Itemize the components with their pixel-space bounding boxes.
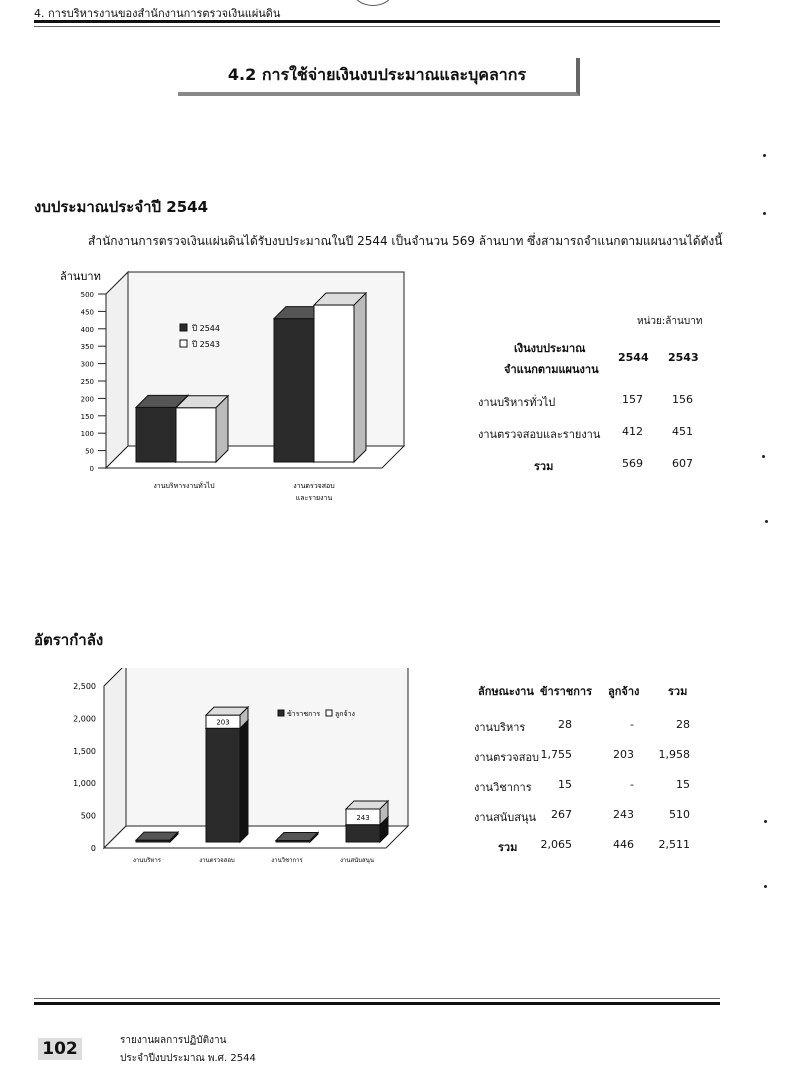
budget-table: [470, 335, 710, 489]
legend-swatch: [180, 324, 187, 331]
y-tick-label: 500: [80, 811, 96, 821]
footer-rule-thin: [34, 998, 720, 999]
table-row: [472, 718, 702, 748]
row-label: งานบริหารทั่วไป: [478, 396, 556, 409]
staff-cell-employees: -: [630, 778, 634, 791]
margin-mark: [764, 885, 767, 888]
data-label: 243: [356, 813, 370, 822]
table-row: [472, 808, 702, 838]
bar-0-0: [136, 407, 176, 462]
header-text: 4. การบริหารงานของสำนักงานการตรวจเงินแผ่นดิน: [34, 7, 281, 20]
staff-col-officials: ข้าราชการ: [540, 685, 592, 698]
bar-officials-1-side: [240, 720, 248, 842]
staff-cell-employees: 446: [613, 838, 634, 851]
margin-mark: [765, 520, 768, 523]
staff-cell-total: 28: [676, 718, 690, 731]
row-2544: 412: [622, 425, 643, 438]
legend-label: ปี 2543: [192, 340, 220, 349]
staff-cell-officials: 15: [558, 778, 572, 791]
staff-cell-officials: 2,065: [540, 838, 572, 851]
legend-label: ข้าราชการ: [287, 710, 321, 718]
budget-paragraph: สำนักงานการตรวจเงินแผ่นดินได้รับงบประมาณในปี 2544 เป็นจำนวน 569 ล้านบาท ซึ่งสามารถจำแนกตามแผนงานได้ดังนี้: [88, 234, 723, 248]
x-tick-label: งานตรวจสอบ: [293, 482, 335, 490]
staff-cell-officials: 1,755: [540, 748, 572, 761]
staff-cell-total: 1,958: [658, 748, 690, 761]
staff-cell-total: 510: [669, 808, 690, 821]
table-row: [470, 457, 710, 489]
y-tick-label: 200: [80, 395, 94, 404]
bar-officials-3: [346, 825, 380, 842]
bar-0-1-side: [216, 396, 228, 462]
y-axis-label: ล้านบาท: [60, 270, 101, 283]
staff-cell-label: งานวิชาการ: [474, 781, 532, 794]
margin-mark: [763, 154, 766, 157]
row-label: รวม: [534, 460, 554, 473]
budget-col-2544: 2544: [618, 351, 649, 364]
staff-chart: [54, 668, 424, 868]
y-tick-label: 500: [80, 291, 94, 299]
y-tick-label: 2,000: [73, 714, 96, 724]
table-row: [472, 838, 702, 868]
staff-cell-label: รวม: [498, 841, 518, 854]
staff-cell-officials: 267: [551, 808, 572, 821]
legend-swatch: [180, 340, 187, 347]
staff-cell-employees: 243: [613, 808, 634, 821]
y-tick-label: 300: [80, 360, 94, 369]
table-row: [472, 748, 702, 778]
table-row: [470, 393, 710, 425]
table-row: [472, 778, 702, 808]
header-seal: [352, 0, 394, 6]
row-2544: 157: [622, 393, 643, 406]
chart-left-wall: [106, 272, 128, 468]
x-tick-label: งานบริหาร: [133, 857, 161, 864]
footer-line-1: รายงานผลการปฏิบัติงาน: [120, 1035, 227, 1046]
staff-cell-label: งานบริหาร: [474, 721, 526, 734]
staff-cell-employees: 203: [613, 748, 634, 761]
staff-cell-employees: -: [630, 718, 634, 731]
bar-1-1: [314, 305, 354, 462]
x-tick-label: งานบริหารงานทั่วไป: [153, 482, 215, 490]
legend-swatch: [278, 710, 284, 716]
y-tick-label: 0: [89, 465, 94, 473]
staff-cell-total: 15: [676, 778, 690, 791]
bar-1-0: [274, 319, 314, 462]
y-tick-label: 0: [90, 844, 96, 853]
y-tick-label: 50: [85, 447, 94, 456]
x-tick-label: งานวิชาการ: [271, 857, 303, 864]
budget-heading: งบประมาณประจำปี 2544: [34, 198, 209, 216]
x-tick-label: งานตรวจสอบ: [199, 857, 235, 864]
y-tick-label: 350: [80, 343, 94, 352]
staff-col-type: ลักษณะงาน: [478, 685, 534, 698]
footer-rule: [34, 1002, 720, 1005]
staff-col-employees: ลูกจ้าง: [608, 685, 640, 698]
y-tick-label: 400: [80, 325, 94, 334]
header-rule: [34, 20, 720, 23]
legend-label: ปี 2544: [192, 324, 220, 333]
row-2543: 156: [672, 393, 693, 406]
staff-table: [472, 682, 702, 868]
margin-mark: [763, 212, 766, 215]
x-tick-label: งานสนับสนุน: [340, 857, 374, 864]
budget-col-2543: 2543: [668, 351, 699, 364]
staff-cell-label: งานสนับสนุน: [474, 811, 537, 824]
bar-1-1-side: [354, 293, 366, 462]
page-number: 102: [38, 1038, 82, 1060]
section-title: [178, 58, 580, 96]
y-tick-label: 150: [80, 412, 94, 421]
table-row: [470, 425, 710, 457]
y-tick-label: 450: [80, 308, 94, 317]
bar-0-1: [176, 408, 216, 462]
y-tick-label: 2,500: [73, 682, 96, 691]
row-label: งานตรวจสอบและรายงาน: [478, 428, 601, 441]
row-2544: 569: [622, 457, 643, 470]
section-title-text: 4.2 การใช้จ่ายเงินงบประมาณและบุคลากร: [227, 64, 527, 84]
chart-left-wall: [104, 668, 126, 848]
row-2543: 607: [672, 457, 693, 470]
x-tick-label: และรายงาน: [295, 494, 333, 502]
data-label: 203: [216, 718, 230, 727]
y-tick-label: 100: [80, 430, 94, 439]
staff-heading: อัตรากำลัง: [34, 631, 104, 649]
row-2543: 451: [672, 425, 693, 438]
staff-cell-total: 2,511: [658, 838, 690, 851]
budget-table-header-1: เงินงบประมาณ: [514, 342, 586, 355]
staff-col-total: รวม: [668, 685, 688, 698]
unit-note: หน่วย:ล้านบาท: [637, 316, 703, 327]
y-tick-label: 250: [80, 378, 94, 386]
footer-line-2: ประจำปีงบประมาณ พ.ศ. 2544: [120, 1053, 256, 1064]
staff-cell-label: งานตรวจสอบ: [474, 751, 540, 764]
y-tick-label: 1,500: [73, 746, 96, 756]
budget-chart: [54, 268, 434, 518]
staff-cell-officials: 28: [558, 718, 572, 731]
y-tick-label: 1,000: [73, 779, 96, 789]
legend-label: ลูกจ้าง: [335, 710, 355, 718]
header-rule-thin: [34, 26, 720, 27]
footer-text: [120, 1032, 256, 1068]
bar-officials-1: [206, 728, 240, 842]
margin-mark: [762, 455, 765, 458]
margin-mark: [764, 820, 767, 823]
legend-swatch: [326, 710, 332, 716]
budget-table-header-2: จำแนกตามแผนงาน: [504, 363, 599, 376]
